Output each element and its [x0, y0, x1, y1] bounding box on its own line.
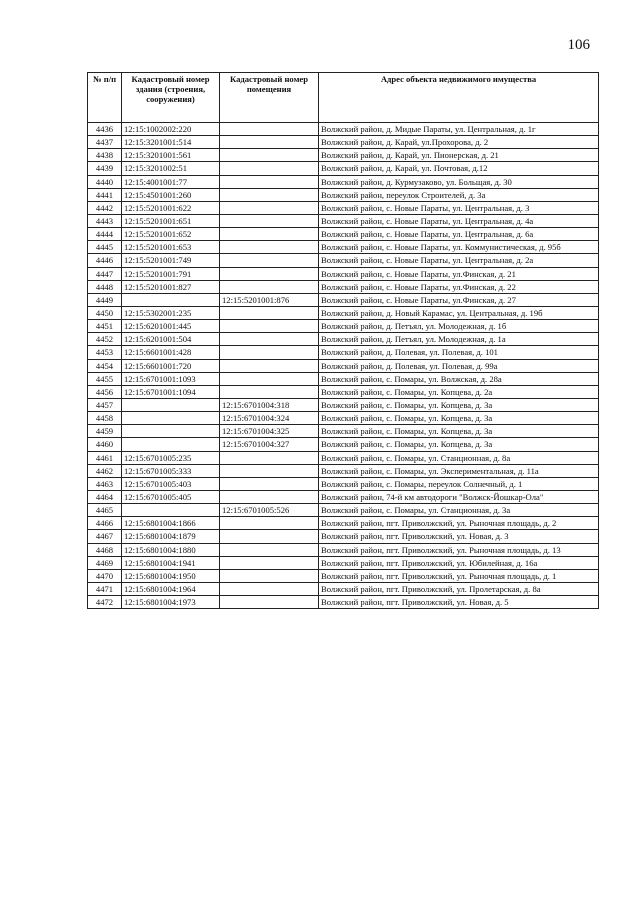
- property-address: Волжский район, с. Новые Параты, ул. Коммунистическая, д. 95б: [319, 241, 599, 254]
- table-row: [88, 438, 599, 451]
- header-row: [88, 73, 599, 123]
- header-room-cadastral: Кадастровый номер помещения: [220, 73, 319, 123]
- building-cadastral-number: 12:15:6801004:1964: [122, 582, 220, 595]
- room-cadastral-number: 12:15:5201001:876: [220, 293, 319, 306]
- room-cadastral-number: [220, 596, 319, 609]
- room-cadastral-number: [220, 201, 319, 214]
- building-cadastral-number: 12:15:5201001:791: [122, 267, 220, 280]
- row-number: 4439: [88, 162, 122, 175]
- property-address: Волжский район, 74-й км автодороги "Волжск-Йошкар-Ола": [319, 490, 599, 503]
- table-row: [88, 280, 599, 293]
- building-cadastral-number: 12:15:6701005:403: [122, 477, 220, 490]
- building-cadastral-number: 12:15:6701005:405: [122, 490, 220, 503]
- property-address: Волжский район, с. Новые Параты, ул. Центральная, д. 3: [319, 201, 599, 214]
- room-cadastral-number: [220, 175, 319, 188]
- row-number: 4459: [88, 425, 122, 438]
- room-cadastral-number: [220, 451, 319, 464]
- table-row: [88, 162, 599, 175]
- property-address: Волжский район, переулок Строителей, д. 3а: [319, 188, 599, 201]
- property-address: Волжский район, с. Помары, ул. Копцева, д. 3а: [319, 412, 599, 425]
- property-address: Волжский район, д. Новый Карамас, ул. Центральная, д. 19б: [319, 306, 599, 319]
- table-row: [88, 530, 599, 543]
- building-cadastral-number: 12:15:5302001:235: [122, 306, 220, 319]
- property-address: Волжский район, пгт. Приволжский, ул. Рыночная площадь, д. 1: [319, 569, 599, 582]
- row-number: 4468: [88, 543, 122, 556]
- room-cadastral-number: [220, 372, 319, 385]
- row-number: 4450: [88, 306, 122, 319]
- row-number: 4463: [88, 477, 122, 490]
- table-row: [88, 582, 599, 595]
- property-address: Волжский район, с. Помары, ул. Станционная, д. 8а: [319, 451, 599, 464]
- building-cadastral-number: 12:15:6601001:428: [122, 346, 220, 359]
- building-cadastral-number: 12:15:6801004:1973: [122, 596, 220, 609]
- room-cadastral-number: [220, 306, 319, 319]
- room-cadastral-number: 12:15:6701004:327: [220, 438, 319, 451]
- table-row: [88, 293, 599, 306]
- table-row: [88, 398, 599, 411]
- row-number: 4448: [88, 280, 122, 293]
- room-cadastral-number: [220, 490, 319, 503]
- property-address: Волжский район, д. Полевая, ул. Полевая, д. 101: [319, 346, 599, 359]
- building-cadastral-number: [122, 425, 220, 438]
- row-number: 4470: [88, 569, 122, 582]
- table-row: [88, 385, 599, 398]
- property-address: Волжский район, пгт. Приволжский, ул. Новая, д. 5: [319, 596, 599, 609]
- table-row: [88, 464, 599, 477]
- row-number: 4437: [88, 136, 122, 149]
- room-cadastral-number: [220, 464, 319, 477]
- building-cadastral-number: 12:15:6801004:1941: [122, 556, 220, 569]
- row-number: 4467: [88, 530, 122, 543]
- table-row: [88, 556, 599, 569]
- table-row: [88, 451, 599, 464]
- table-row: [88, 569, 599, 582]
- property-address: Волжский район, д. Курмузаково, ул. Больщая, д. 30: [319, 175, 599, 188]
- property-address: Волжский район, пгт. Приволжский, ул. Пролетарская, д. 8а: [319, 582, 599, 595]
- building-cadastral-number: 12:15:5201001:651: [122, 214, 220, 227]
- row-number: 4444: [88, 228, 122, 241]
- table-row: [88, 346, 599, 359]
- building-cadastral-number: 12:15:4001001:77: [122, 175, 220, 188]
- room-cadastral-number: [220, 346, 319, 359]
- table-row: [88, 517, 599, 530]
- row-number: 4443: [88, 214, 122, 227]
- room-cadastral-number: [220, 214, 319, 227]
- row-number: 4466: [88, 517, 122, 530]
- table-row: [88, 490, 599, 503]
- row-number: 4438: [88, 149, 122, 162]
- table-header: [88, 73, 599, 123]
- property-address: Волжский район, с. Новые Параты, ул. Центральная, д. 4а: [319, 214, 599, 227]
- row-number: 4457: [88, 398, 122, 411]
- table-row: [88, 477, 599, 490]
- room-cadastral-number: [220, 333, 319, 346]
- room-cadastral-number: [220, 582, 319, 595]
- building-cadastral-number: 12:15:6801004:1879: [122, 530, 220, 543]
- room-cadastral-number: [220, 530, 319, 543]
- property-address: Волжский район, д. Карай, ул. Почтовая, д.12: [319, 162, 599, 175]
- page-number: 106: [567, 37, 590, 53]
- row-number: 4441: [88, 188, 122, 201]
- building-cadastral-number: 12:15:6801004:1950: [122, 569, 220, 582]
- table-body: [88, 123, 599, 609]
- property-address: Волжский район, пгт. Приволжский, ул. Рыночная площадь, д. 2: [319, 517, 599, 530]
- building-cadastral-number: 12:15:5201001:749: [122, 254, 220, 267]
- property-address: Волжский район, с. Помары, ул. Копцева, д. 2а: [319, 385, 599, 398]
- table-row: [88, 241, 599, 254]
- table-row: [88, 254, 599, 267]
- row-number: 4469: [88, 556, 122, 569]
- building-cadastral-number: 12:15:3201001:561: [122, 149, 220, 162]
- property-address: Волжский район, с. Новые Параты, ул. Центральная, д. 2а: [319, 254, 599, 267]
- building-cadastral-number: [122, 398, 220, 411]
- header-num: № п/п: [88, 73, 122, 123]
- table-row: [88, 425, 599, 438]
- row-number: 4472: [88, 596, 122, 609]
- row-number: 4451: [88, 320, 122, 333]
- building-cadastral-number: 12:15:5201001:622: [122, 201, 220, 214]
- room-cadastral-number: [220, 267, 319, 280]
- table-row: [88, 306, 599, 319]
- table-row: [88, 596, 599, 609]
- row-number: 4462: [88, 464, 122, 477]
- table-row: [88, 175, 599, 188]
- building-cadastral-number: 12:15:5201001:827: [122, 280, 220, 293]
- room-cadastral-number: [220, 241, 319, 254]
- building-cadastral-number: 12:15:6701001:1093: [122, 372, 220, 385]
- room-cadastral-number: [220, 123, 319, 136]
- room-cadastral-number: 12:15:6701004:318: [220, 398, 319, 411]
- room-cadastral-number: [220, 385, 319, 398]
- header-address: Адрес объекта недвижимого имущества: [319, 73, 599, 123]
- building-cadastral-number: 12:15:5201001:652: [122, 228, 220, 241]
- room-cadastral-number: [220, 517, 319, 530]
- building-cadastral-number: 12:15:6201001:504: [122, 333, 220, 346]
- building-cadastral-number: 12:15:6701005:333: [122, 464, 220, 477]
- property-address: Волжский район, д. Полевая, ул. Полевая, д. 99а: [319, 359, 599, 372]
- row-number: 4455: [88, 372, 122, 385]
- row-number: 4453: [88, 346, 122, 359]
- building-cadastral-number: 12:15:5201001:653: [122, 241, 220, 254]
- property-address: Волжский район, с. Помары, ул. Волжская, д. 28а: [319, 372, 599, 385]
- row-number: 4445: [88, 241, 122, 254]
- row-number: 4456: [88, 385, 122, 398]
- row-number: 4440: [88, 175, 122, 188]
- property-address: Волжский район, д. Мидые Параты, ул. Центральная, д. 1г: [319, 123, 599, 136]
- room-cadastral-number: [220, 477, 319, 490]
- room-cadastral-number: [220, 569, 319, 582]
- table-row: [88, 123, 599, 136]
- building-cadastral-number: 12:15:4501001:260: [122, 188, 220, 201]
- table-row: [88, 201, 599, 214]
- table-row: [88, 267, 599, 280]
- room-cadastral-number: [220, 280, 319, 293]
- room-cadastral-number: [220, 228, 319, 241]
- property-address: Волжский район, с. Помары, ул. Экспериментальная, д. 11а: [319, 464, 599, 477]
- table-row: [88, 372, 599, 385]
- table-row: [88, 136, 599, 149]
- property-address: Волжский район, с. Помары, ул. Копцева, д. 3а: [319, 425, 599, 438]
- row-number: 4460: [88, 438, 122, 451]
- row-number: 4465: [88, 504, 122, 517]
- building-cadastral-number: 12:15:6201001:445: [122, 320, 220, 333]
- row-number: 4464: [88, 490, 122, 503]
- table-row: [88, 188, 599, 201]
- room-cadastral-number: [220, 359, 319, 372]
- building-cadastral-number: 12:15:6801004:1880: [122, 543, 220, 556]
- room-cadastral-number: [220, 254, 319, 267]
- table-row: [88, 504, 599, 517]
- building-cadastral-number: 12:15:6701005:235: [122, 451, 220, 464]
- property-address: Волжский район, д. Карай, ул. Пионерская, д. 21: [319, 149, 599, 162]
- table-row: [88, 543, 599, 556]
- property-address: Волжский район, с. Новые Параты, ул.Финская, д. 21: [319, 267, 599, 280]
- building-cadastral-number: [122, 293, 220, 306]
- room-cadastral-number: 12:15:6701004:325: [220, 425, 319, 438]
- row-number: 4454: [88, 359, 122, 372]
- room-cadastral-number: [220, 136, 319, 149]
- building-cadastral-number: [122, 504, 220, 517]
- room-cadastral-number: [220, 149, 319, 162]
- building-cadastral-number: 12:15:6601001:720: [122, 359, 220, 372]
- property-address: Волжский район, д. Петъял, ул. Молодежная, д. 1б: [319, 320, 599, 333]
- table-row: [88, 359, 599, 372]
- property-address: Волжский район, д. Петъял, ул. Молодежная, д. 1а: [319, 333, 599, 346]
- room-cadastral-number: [220, 188, 319, 201]
- row-number: 4449: [88, 293, 122, 306]
- row-number: 4461: [88, 451, 122, 464]
- property-address: Волжский район, д. Карай, ул.Прохорова, д. 2: [319, 136, 599, 149]
- table-row: [88, 412, 599, 425]
- building-cadastral-number: [122, 438, 220, 451]
- building-cadastral-number: [122, 412, 220, 425]
- room-cadastral-number: 12:15:6701005:526: [220, 504, 319, 517]
- room-cadastral-number: [220, 162, 319, 175]
- property-registry-table: [87, 72, 599, 609]
- row-number: 4471: [88, 582, 122, 595]
- building-cadastral-number: 12:15:3201002:51: [122, 162, 220, 175]
- header-building-cadastral: Кадастровый номер здания (строения, сооружения): [122, 73, 220, 123]
- property-address: Волжский район, пгт. Приволжский, ул. Новая, д. 3: [319, 530, 599, 543]
- room-cadastral-number: [220, 543, 319, 556]
- row-number: 4458: [88, 412, 122, 425]
- row-number: 4452: [88, 333, 122, 346]
- table-row: [88, 214, 599, 227]
- room-cadastral-number: [220, 556, 319, 569]
- building-cadastral-number: 12:15:1002002:220: [122, 123, 220, 136]
- table-row: [88, 149, 599, 162]
- table-row: [88, 320, 599, 333]
- property-address: Волжский район, с. Новые Параты, ул. Центральная, д. 6а: [319, 228, 599, 241]
- property-address: Волжский район, с. Помары, ул. Копцева, д. 3а: [319, 438, 599, 451]
- table-row: [88, 228, 599, 241]
- table-row: [88, 333, 599, 346]
- building-cadastral-number: 12:15:3201001:514: [122, 136, 220, 149]
- property-address: Волжский район, с. Новые Параты, ул.Финская, д. 27: [319, 293, 599, 306]
- building-cadastral-number: 12:15:6801004:1866: [122, 517, 220, 530]
- row-number: 4436: [88, 123, 122, 136]
- property-address: Волжский район, пгт. Приволжский, ул. Рыночная площадь, д. 13: [319, 543, 599, 556]
- row-number: 4446: [88, 254, 122, 267]
- building-cadastral-number: 12:15:6701001:1094: [122, 385, 220, 398]
- row-number: 4447: [88, 267, 122, 280]
- property-address: Волжский район, пгт. Приволжский, ул. Юбилейная, д. 16а: [319, 556, 599, 569]
- row-number: 4442: [88, 201, 122, 214]
- property-address: Волжский район, с. Помары, ул. Копцева, д. 3а: [319, 398, 599, 411]
- property-address: Волжский район, с. Помары, переулок Солнечный, д. 1: [319, 477, 599, 490]
- room-cadastral-number: [220, 320, 319, 333]
- property-address: Волжский район, с. Новые Параты, ул.Финская, д. 22: [319, 280, 599, 293]
- room-cadastral-number: 12:15:6701004:324: [220, 412, 319, 425]
- property-address: Волжский район, с. Помары, ул. Станционная, д. 3а: [319, 504, 599, 517]
